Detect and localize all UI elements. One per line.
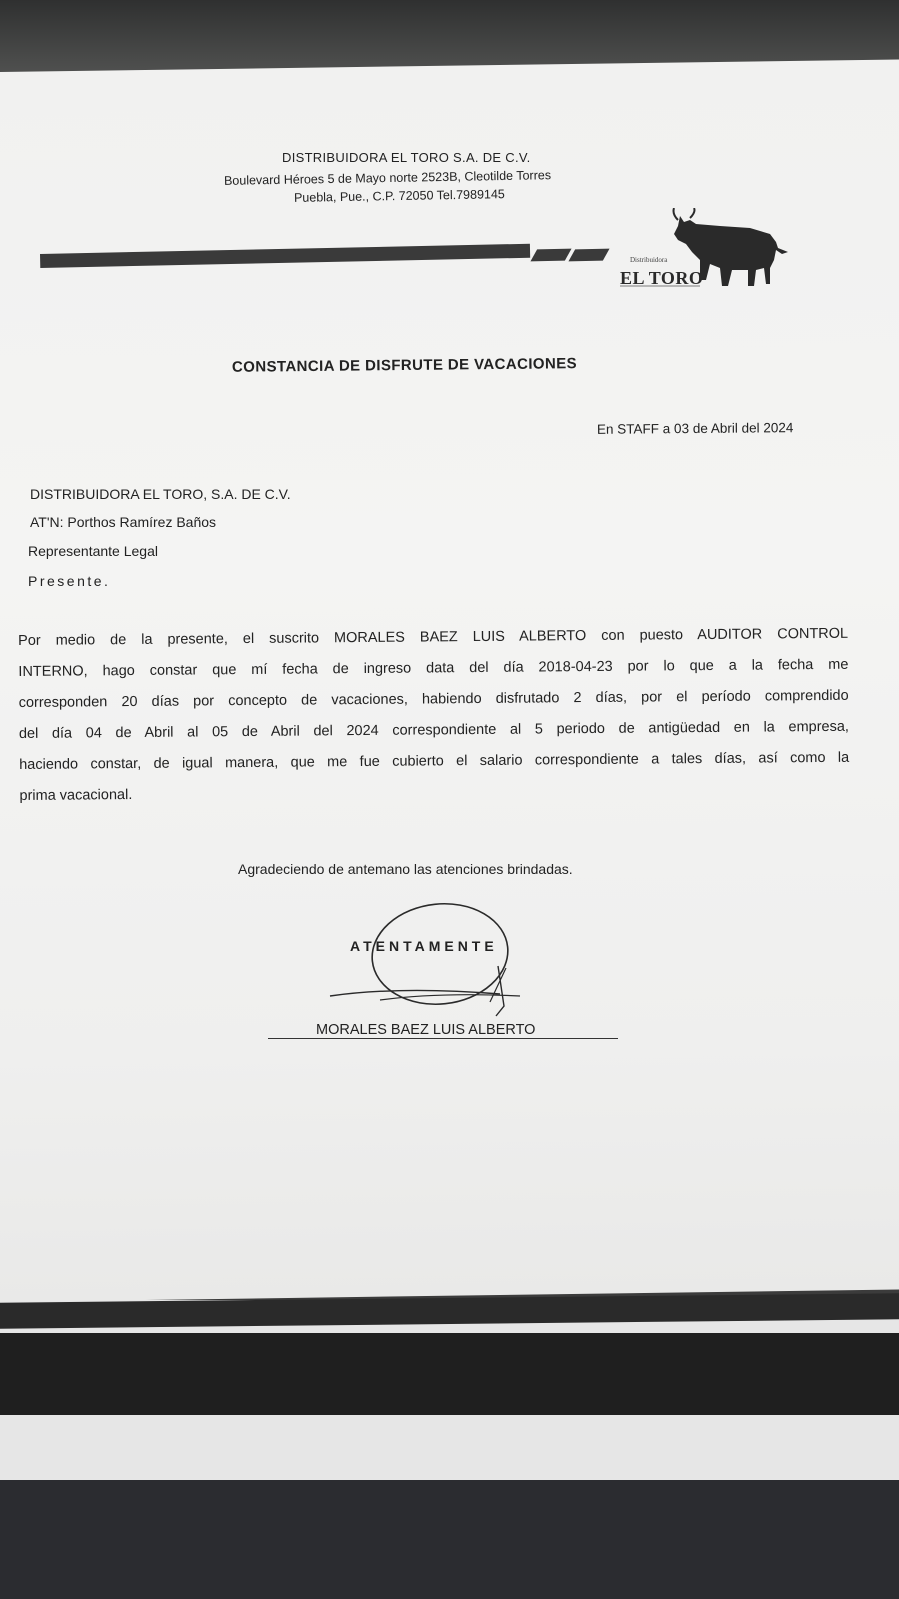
header-stripe-dash <box>530 249 571 262</box>
sign-off: ATENTAMENTE <box>350 938 498 954</box>
body-line: Por medio de la presente, el suscrito MORALES BAEZ LUIS ALBERTO con puesto AUDITOR CONTROL <box>18 625 849 649</box>
dark-band-lower <box>0 1333 899 1415</box>
signature-line <box>268 1038 618 1039</box>
signer-name: MORALES BAEZ LUIS ALBERTO <box>316 1022 536 1038</box>
body-line: INTERNO, hago constar que mí fecha de ingreso data del día 2018-04-23 por lo que a la fecha me <box>18 656 849 680</box>
body-line: haciendo constar, de igual manera, que me fue cubierto el salario correspondiente a tales días, así como la <box>19 749 850 773</box>
company-address-line1: Boulevard Héroes 5 de Mayo norte 2523B, Cleotilde Torres <box>223 168 552 188</box>
addressee-role: Representante Legal <box>28 543 158 559</box>
header-stripe-dash <box>568 249 609 262</box>
logo-tagline: Distribuidora <box>630 256 668 264</box>
body-line: corresponden 20 días por concepto de vacaciones, habiendo disfrutado 2 días, por el período comprendido <box>18 687 849 711</box>
body-line: prima vacacional. <box>19 787 133 804</box>
handwritten-signature <box>320 896 550 1026</box>
company-address-line2: Puebla, Pue., C.P. 72050 Tel.7989145 <box>293 187 505 205</box>
closing-text: Agradeciendo de antemano las atenciones brindadas. <box>238 861 573 877</box>
addressee-attention: AT'N: Porthos Ramírez Baños <box>30 514 217 530</box>
addressee-presente: Presente. <box>28 573 111 589</box>
document-title: CONSTANCIA DE DISFRUTE DE VACACIONES <box>231 355 578 376</box>
addressee-company: DISTRIBUIDORA EL TORO, S.A. DE C.V. <box>30 486 291 502</box>
company-name: DISTRIBUIDORA EL TORO S.A. DE C.V. <box>282 150 531 165</box>
body-line: del día 04 de Abril al 05 de Abril del 2024 correspondiente al 5 periodo de antigüedad en la empresa, <box>18 718 849 742</box>
background-bottom <box>0 1478 899 1599</box>
logo-wordmark: EL TORO <box>620 268 704 288</box>
place-date: En STAFF a 03 de Abril del 2024 <box>596 420 794 437</box>
body-paragraph <box>18 619 850 812</box>
